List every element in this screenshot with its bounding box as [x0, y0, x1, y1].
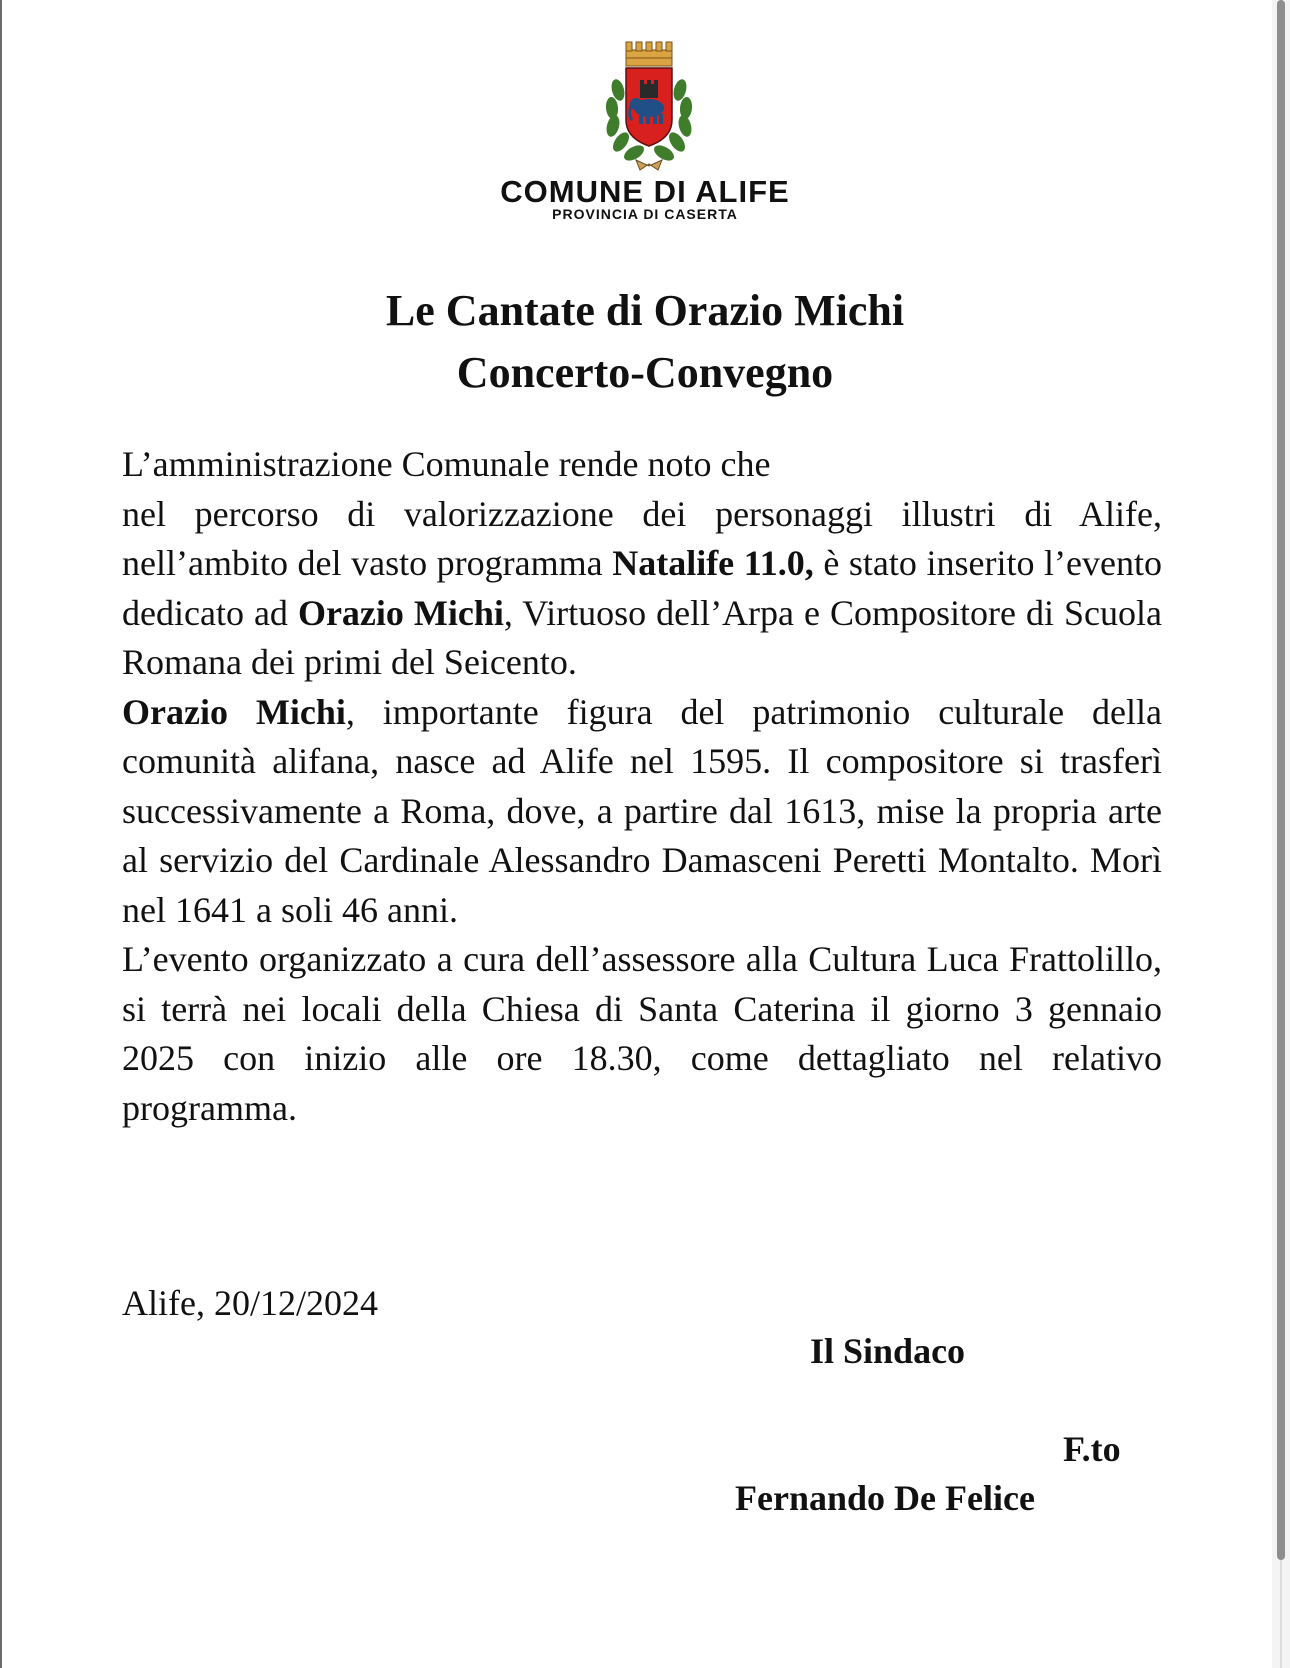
paragraph-1-text-c: , Virtuoso dell’Arpa e Compositore di Scuola Romana dei primi del Seicento.: [122, 592, 1162, 682]
intro-line: L’amministrazione Comunale rende noto che: [122, 444, 771, 484]
paragraph-1-text-a: nel percorso di valorizzazione dei personaggi illustri di Alife, nell’ambito del vasto programma: [122, 493, 1162, 583]
composer-name-2: Orazio Michi: [122, 691, 346, 732]
coat-of-arms-icon: [596, 38, 702, 174]
place-and-date: Alife, 20/12/2024: [122, 1283, 378, 1323]
paragraph-3: L’evento organizzato a cura dell’assessore alla Cultura Luca Frattolillo, si terrà nei locali della Chiesa di Santa Caterina il giorno 3 gennaio 2025 con inizio alle ore 18.30, come dettagliato nel relativo programma.: [122, 939, 1162, 1128]
municipality-name: COMUNE DI ALIFE: [500, 174, 790, 209]
signer-role: Il Sindaco: [810, 1331, 966, 1371]
event-program-name: Natalife 11.0,: [612, 543, 814, 583]
paragraph-1: [122, 490, 1162, 688]
signer-name: Fernando De Felice: [735, 1478, 1035, 1518]
signed-abbreviation: F.to: [1063, 1429, 1121, 1469]
composer-name: Orazio Michi: [297, 592, 504, 633]
paragraph-1-text-b: è stato inserito l’evento dedicato ad: [122, 543, 1162, 633]
title-line-2: Concerto-Convegno: [456, 348, 834, 397]
paragraph-2: [122, 688, 1162, 936]
title-line-1: Le Cantate di Orazio Michi: [385, 286, 905, 335]
paragraph-2-text: , importante figura del patrimonio culturale della comunità alifana, nasce ad Alife nel 1595. Il compositore si trasferì successivamente a Roma, dove, a partire dal 1613, mise la propria arte al servizio del Cardinale Alessandro Damasceni Peretti Montalto. Morì nel 1641 a soli 46 anni.: [122, 691, 1162, 930]
province-name: PROVINCIA DI CASERTA: [552, 206, 738, 222]
document-title: [0, 280, 1290, 404]
scrollbar-thumb[interactable]: [1277, 0, 1285, 1560]
vertical-scrollbar[interactable]: [1272, 0, 1290, 1668]
document-body: [122, 440, 1162, 1133]
